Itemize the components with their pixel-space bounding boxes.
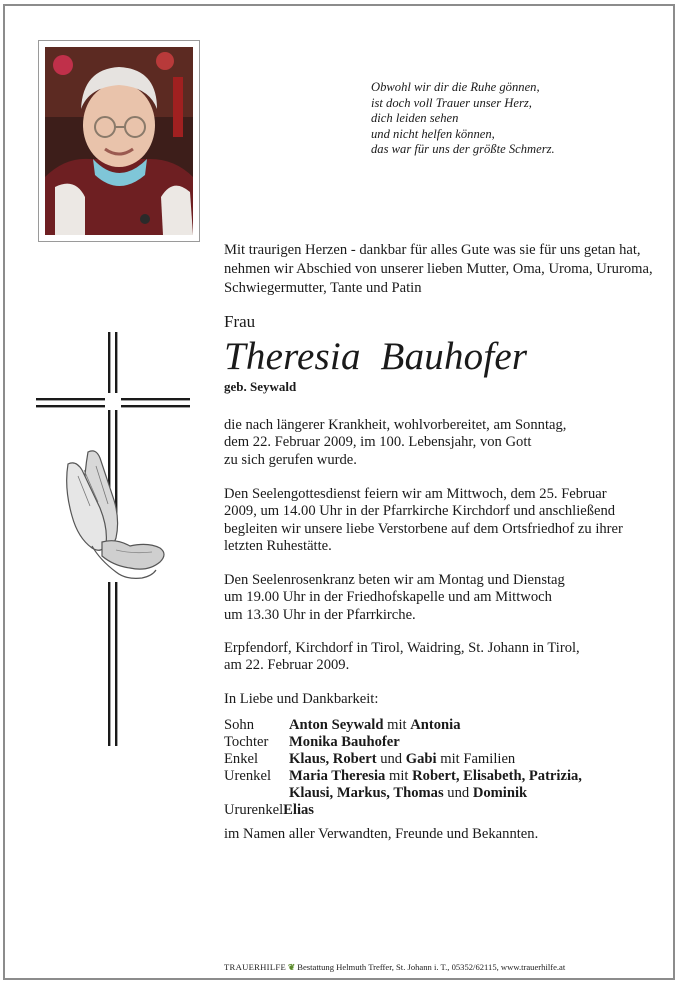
maiden-name: geb. Seywald <box>224 379 297 394</box>
relative-name: Anton Seywald <box>289 717 384 733</box>
poem-line: ist doch voll Trauer unser Herz, <box>371 95 532 110</box>
connector-text: mit Familien <box>436 751 516 767</box>
relatives-list <box>224 717 582 819</box>
relation-label: Enkel <box>224 751 259 767</box>
relative-name: Dominik <box>472 785 528 801</box>
relative-name: Klausi, Markus, Thomas <box>289 785 444 801</box>
intro-text: Mit traurigen Herzen - dankbar für alles Gute was sie für uns getan hat, nehmen wir Abschied von unserer lieben Mutter, Oma, Uroma, Ururoma, Schwiegermutter, Tante und Patin <box>224 242 653 296</box>
relative-name: Monika Bauhofer <box>289 734 400 750</box>
footer-text: Bestattung Helmuth Treffer, St. Johann i. T., 05352/62115, www.trauerhilfe.at <box>297 962 566 972</box>
relation-label: Sohn <box>224 717 255 733</box>
relative-name: Gabi <box>405 751 437 767</box>
text-line: Den Seelengottesdienst feiern wir am Mittwoch, dem 25. Februar <box>224 486 607 502</box>
relatives-row <box>224 802 582 819</box>
text-line: Erpfendorf, Kirchdorf in Tirol, Waidring, St. Johann in Tirol, <box>224 640 580 656</box>
connector-text: und <box>376 751 406 767</box>
funeral-service-info <box>224 486 664 556</box>
relation-label: Tochter <box>224 734 269 750</box>
relatives-row <box>224 734 582 751</box>
text-line: am 22. Februar 2009. <box>224 657 350 674</box>
relatives-row <box>224 785 582 802</box>
leaf-icon: ❦ <box>288 962 296 972</box>
text-line: In Liebe und Dankbarkeit: <box>224 691 379 707</box>
rosary-info <box>224 572 664 624</box>
praying-hands-icon <box>56 446 171 586</box>
relatives-row <box>224 751 582 768</box>
relation-label: Ururenkel <box>224 802 284 818</box>
text-line: Den Seelenrosenkranz beten wir am Montag und Dienstag <box>224 572 565 588</box>
poem-line: Obwohl wir dir die Ruhe gönnen, <box>371 80 540 94</box>
text-line: zu sich gerufen wurde. <box>224 451 357 468</box>
relative-name: Elias <box>283 802 314 818</box>
memorial-poem <box>371 80 555 158</box>
deceased-name: Theresia Bauhofer <box>224 335 528 378</box>
dedication-line <box>224 691 664 708</box>
relative-name: Maria Theresia <box>289 768 386 784</box>
relatives-row <box>224 717 582 734</box>
relation-label: Urenkel <box>224 768 272 784</box>
relatives-row <box>224 768 582 785</box>
poem-line: das war für uns der größte Schmerz. <box>371 142 555 156</box>
footer <box>224 962 565 973</box>
poem-line: dich leiden sehen <box>371 111 459 125</box>
text-line: um 19.00 Uhr in der Friedhofskapelle und am Mittwoch <box>224 589 552 606</box>
text-line: begleiten wir unsere liebe Verstorbene auf dem Ortsfriedhof zu ihrer <box>224 520 623 537</box>
portrait-photo-frame <box>38 40 200 242</box>
connector-text: mit <box>385 768 413 784</box>
text-line: um 13.30 Uhr in der Pfarrkirche. <box>224 606 416 623</box>
relative-name: Klaus, Robert <box>289 751 377 767</box>
text-line: 2009, um 14.00 Uhr in der Pfarrkirche Kirchdorf und anschließend <box>224 503 616 520</box>
closing-line: im Namen aller Verwandten, Freunde und Bekannten. <box>224 826 539 842</box>
poem-line: und nicht helfen können, <box>371 126 495 141</box>
relative-name: Antonia <box>410 717 461 733</box>
salutation: Frau <box>224 312 256 331</box>
text-line: dem 22. Februar 2009, im 100. Lebensjahr, von Gott <box>224 434 532 451</box>
place-and-date <box>224 640 664 675</box>
portrait-photo <box>45 47 193 235</box>
relative-name: Robert, Elisabeth, Patrizia, <box>412 768 582 784</box>
text-line: letzten Ruhestätte. <box>224 538 332 555</box>
footer-brand: TRAUERHILFE <box>224 962 287 972</box>
death-announcement <box>224 417 664 469</box>
text-line: die nach längerer Krankheit, wohlvorbereitet, am Sonntag, <box>224 417 567 433</box>
connector-text: und <box>443 785 473 801</box>
connector-text: mit <box>383 717 411 733</box>
